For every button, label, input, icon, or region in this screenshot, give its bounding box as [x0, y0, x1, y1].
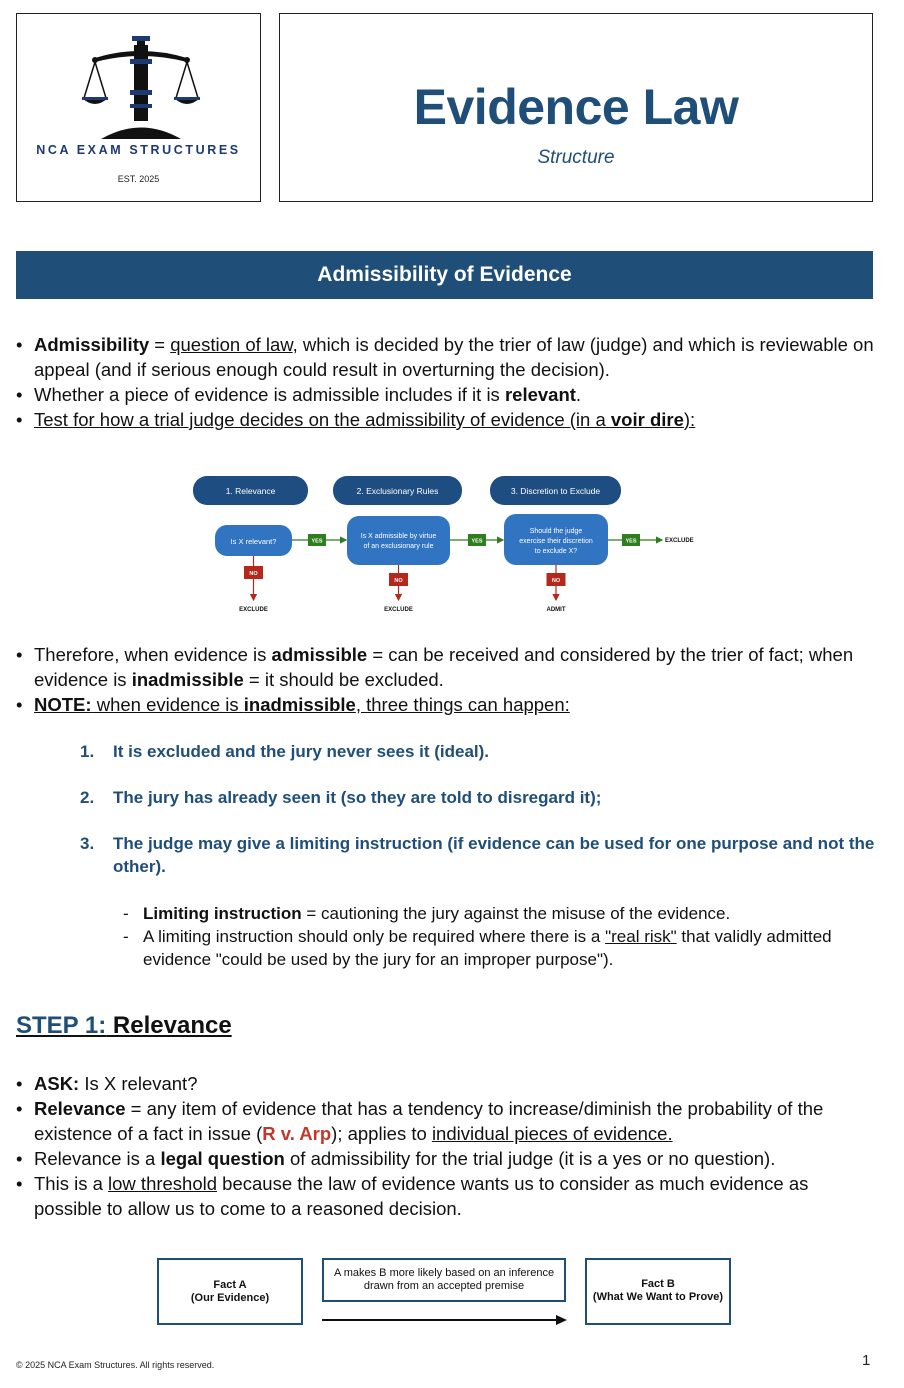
logo-box — [16, 13, 261, 202]
list-item — [16, 1071, 878, 1096]
question-text: Is X relevant? — [230, 537, 277, 546]
fact-b-title: Fact B — [641, 1278, 675, 1290]
item-text: It is excluded and the jury never sees it (ideal). — [113, 742, 490, 761]
title-box — [279, 13, 873, 202]
text: when evidence is — [91, 694, 244, 715]
list-item — [16, 382, 878, 407]
inference-arrow-icon — [320, 1312, 570, 1328]
limiting-instruction-list — [122, 902, 862, 971]
text: Test for how a trial judge decides on the admissibility of evidence (in a — [34, 409, 611, 430]
fact-a-title: Fact A — [213, 1279, 247, 1291]
outcome-label: ADMIT — [546, 607, 566, 613]
list-item — [16, 1096, 878, 1146]
step-title: Relevance — [106, 1012, 232, 1039]
item-number: 1. — [80, 742, 95, 761]
question-text: Is X admissible by virtue — [360, 533, 437, 540]
fact-a-subtitle: (Our Evidence) — [190, 1292, 270, 1304]
item-number: 2. — [80, 788, 95, 807]
term-bold: ASK: — [34, 1073, 80, 1094]
question-node-relevant — [215, 525, 292, 556]
list-item — [122, 902, 862, 925]
text: ): — [683, 409, 696, 430]
list-item — [16, 1171, 878, 1221]
stage-exclusionary-rules — [333, 476, 462, 505]
text: , three things can happen: — [355, 694, 570, 715]
stage-label: 3. Discretion to Exclude — [510, 486, 601, 496]
inference-text: A makes B more likely based on an inference — [333, 1267, 555, 1279]
no-label: NO — [551, 578, 561, 584]
question-text: to exclude X? — [534, 548, 578, 555]
text: = — [149, 334, 171, 355]
page-number: 1 — [862, 1352, 871, 1369]
text: , which is decided by the trier of law (judge) and which is reviewable on appeal (and if serious enough could result in overturning the decision). — [34, 334, 874, 380]
inference-text: drawn from an accepted premise — [363, 1280, 525, 1292]
fact-a-box — [157, 1258, 303, 1325]
item-text: The judge may give a limiting instruction (if evidence can be used for one purpose and not the other). — [113, 834, 875, 876]
term-bold: inadmissible — [243, 694, 356, 715]
underlined-text: "real risk" — [605, 927, 677, 946]
term-bold: Limiting instruction — [143, 904, 302, 923]
term-bold: voir dire — [610, 409, 684, 430]
list-item — [122, 925, 862, 971]
term-bold: Relevance — [34, 1098, 126, 1119]
term-bold: legal question — [160, 1148, 285, 1169]
text: = can be received and considered by the trier of fact; when evidence is — [34, 644, 854, 690]
yes-label: YES — [471, 538, 483, 545]
question-text: Should the judge — [529, 528, 583, 535]
page-title: Evidence Law — [413, 79, 739, 135]
stage-label: 2. Exclusionary Rules — [356, 486, 439, 496]
intro-bullet-list — [16, 332, 878, 432]
admissibility-flowchart — [170, 470, 730, 620]
admissibility-bullet-list — [16, 642, 878, 717]
question-text: exercise their discretion — [519, 538, 593, 545]
question-node-exclusionary — [347, 516, 450, 565]
scales-of-justice-icon — [81, 24, 201, 142]
step-1-heading — [16, 1012, 232, 1040]
stage-discretion — [490, 476, 621, 505]
text: Whether a piece of evidence is admissible includes if it is — [34, 384, 505, 405]
text: = cautioning the jury against the misuse of the evidence. — [301, 904, 731, 923]
stage-relevance — [193, 476, 308, 505]
underlined-text: individual pieces of evidence. — [431, 1123, 673, 1144]
text: = it should be excluded. — [243, 669, 444, 690]
text: because the law of evidence wants us to consider as much evidence as possible to allow us to come to a reasoned decision. — [34, 1173, 809, 1219]
term-bold: relevant — [504, 384, 576, 405]
text: This is a — [34, 1173, 109, 1194]
fact-b-box — [585, 1258, 731, 1325]
final-outcome-label: EXCLUDE — [665, 538, 694, 544]
outcome-label: EXCLUDE — [239, 607, 268, 613]
item-number: 3. — [80, 834, 95, 853]
item-text: The jury has already seen it (so they are told to disregard it); — [113, 788, 602, 807]
term-bold: Admissibility — [34, 334, 150, 355]
list-item — [80, 740, 880, 763]
page-subtitle: Structure — [537, 147, 615, 168]
list-item — [16, 692, 878, 717]
question-text: of an exclusionary rule — [363, 543, 434, 550]
text: ); applies to — [331, 1123, 432, 1144]
text: . — [575, 384, 582, 405]
term-bold: inadmissible — [131, 669, 244, 690]
text: Relevance is a — [34, 1148, 161, 1169]
yes-label: YES — [625, 538, 637, 545]
list-item — [16, 332, 878, 382]
term-bold: admissible — [271, 644, 368, 665]
underlined-text: low threshold — [108, 1173, 218, 1194]
list-item — [16, 1146, 878, 1171]
text: that validly admitted evidence "could be used by the jury for an improper purpose"). — [143, 927, 832, 969]
text: Is X relevant? — [79, 1073, 198, 1094]
step-label: STEP 1: — [16, 1012, 107, 1039]
text: of admissibility for the trial judge (it is a yes or no question). — [284, 1148, 776, 1169]
logo-name: NCA EXAM STRUCTURES — [36, 143, 241, 157]
note-label: NOTE: — [34, 694, 92, 715]
inference-box — [322, 1258, 566, 1302]
list-item — [80, 832, 880, 878]
copyright-footer: © 2025 NCA Exam Structures. All rights reserved. — [16, 1360, 215, 1370]
list-item — [16, 407, 878, 432]
text: = any item of evidence that has a tendency to increase/diminish the probability of the existence of a fact in issue ( — [34, 1098, 824, 1144]
yes-label: YES — [311, 538, 323, 545]
logo-est: EST. 2025 — [117, 174, 160, 184]
list-item — [80, 786, 880, 809]
relevance-bullet-list — [16, 1071, 878, 1221]
list-item — [16, 642, 878, 692]
fact-b-subtitle: (What We Want to Prove) — [592, 1291, 724, 1303]
underlined-text: question of law — [170, 334, 293, 355]
question-node-discretion — [504, 514, 608, 565]
case-citation: R v. Arp — [262, 1123, 332, 1144]
section-banner: Admissibility of Evidence — [16, 251, 873, 299]
no-label: NO — [249, 571, 258, 577]
outcomes-list — [80, 740, 880, 878]
outcome-label: EXCLUDE — [384, 607, 413, 613]
text: A limiting instruction should only be required where there is a — [143, 927, 606, 946]
stage-label: 1. Relevance — [225, 486, 276, 496]
text: Therefore, when evidence is — [34, 644, 272, 665]
no-label: NO — [394, 578, 403, 584]
